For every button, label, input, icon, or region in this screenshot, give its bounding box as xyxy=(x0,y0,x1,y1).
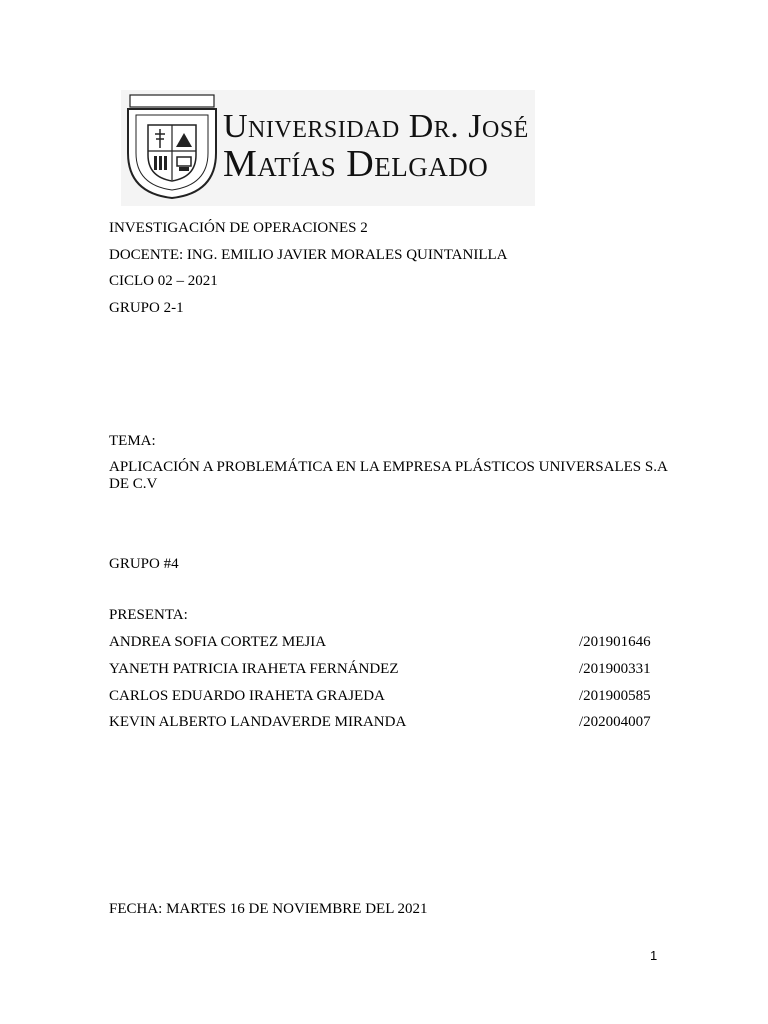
student-id: /201900585 xyxy=(579,688,651,704)
student-id: /201900331 xyxy=(579,661,651,677)
university-name-line-2: Matías Delgado xyxy=(223,143,489,185)
topic-title: APLICACIÓN A PROBLEMÁTICA EN LA EMPRESA PLÁSTICOS UNIVERSALES S.A DE C.V xyxy=(109,459,667,492)
university-logo xyxy=(121,90,535,206)
student-name: KEVIN ALBERTO LANDAVERDE MIRANDA xyxy=(109,714,407,730)
course-name: INVESTIGACIÓN DE OPERACIONES 2 xyxy=(109,220,368,236)
teacher-name: DOCENTE: ING. EMILIO JAVIER MORALES QUINTANILLA xyxy=(109,247,508,263)
university-name xyxy=(223,110,529,184)
student-name: YANETH PATRICIA IRAHETA FERNÁNDEZ xyxy=(109,661,399,677)
university-seal-icon xyxy=(124,93,220,200)
cycle: CICLO 02 – 2021 xyxy=(109,273,218,289)
presenters-label: PRESENTA: xyxy=(109,607,188,623)
student-id: /202004007 xyxy=(579,714,651,730)
group-number: GRUPO #4 xyxy=(109,556,179,572)
student-name: CARLOS EDUARDO IRAHETA GRAJEDA xyxy=(109,688,385,704)
student-id: /201901646 xyxy=(579,634,651,650)
topic-label: TEMA: xyxy=(109,433,156,449)
university-name-line-1: Universidad Dr. José xyxy=(223,108,529,145)
date: FECHA: MARTES 16 DE NOVIEMBRE DEL 2021 xyxy=(109,901,428,917)
student-name: ANDREA SOFIA CORTEZ MEJIA xyxy=(109,634,327,650)
class-group: GRUPO 2-1 xyxy=(109,300,184,316)
page-number: 1 xyxy=(650,948,658,963)
